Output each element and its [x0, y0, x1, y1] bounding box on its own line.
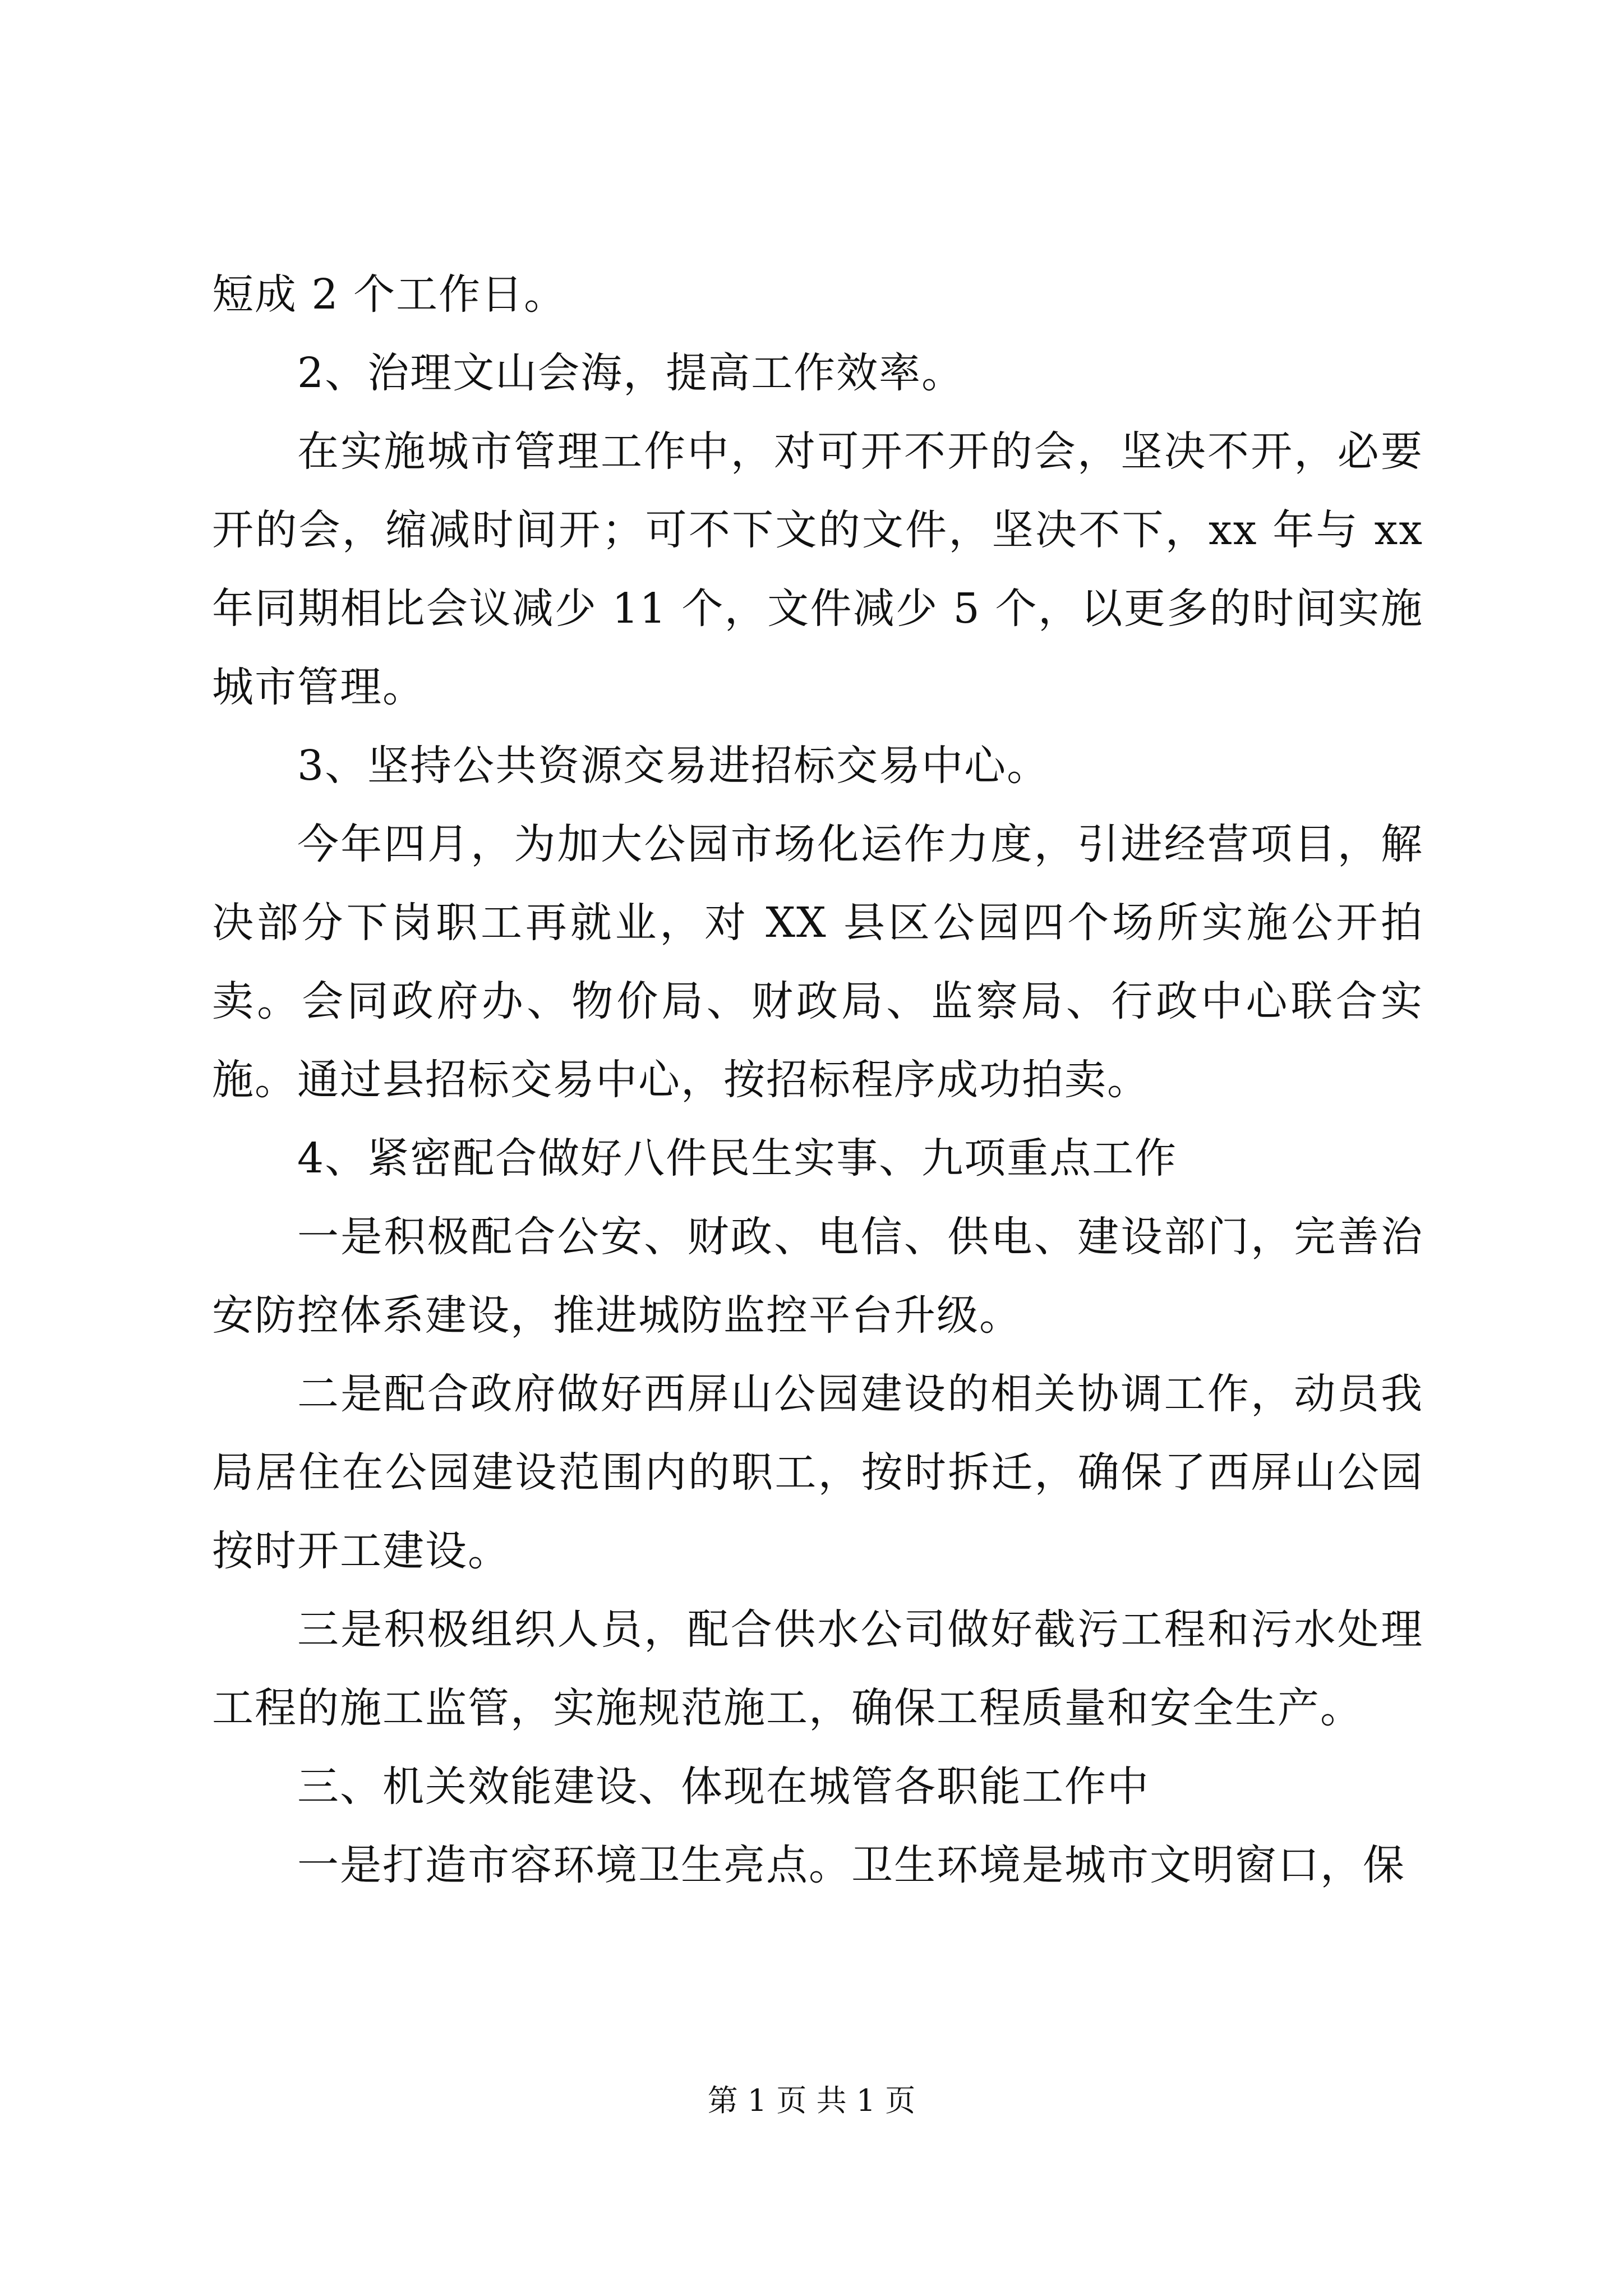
paragraph: 一是积极配合公安、财政、电信、供电、建设部门，完善治安防控体系建设，推进城防监控平台升级。 [212, 1213, 1423, 1340]
paragraph: 4、紧密配合做好八件民生实事、九项重点工作 [297, 1134, 1178, 1182]
paragraph: 今年四月，为加大公园市场化运作力度，引进经营项目，解决部分下岗职工再就业，对 XX 县区公园四个场所实施公开拍卖。会同政府办、物价局、财政局、监察局、行政中心联合实施。通过县招标交易中心，按招标程序成功拍卖。 [212, 820, 1423, 1104]
paragraph: 三、机关效能建设、体现在城管各职能工作中 [297, 1763, 1150, 1811]
paragraph: 二是配合政府做好西屏山公园建设的相关协调工作，动员我局居住在公园建设范围内的职工，按时拆迁，确保了西屏山公园按时开工建设。 [212, 1370, 1423, 1575]
paragraph: 短成 2 个工作日。 [212, 270, 567, 319]
paragraph: 3、坚持公共资源交易进招标交易中心。 [297, 742, 1050, 790]
paragraph: 在实施城市管理工作中，对可开不开的会，坚决不开，必要开的会，缩减时间开；可不下文的文件，坚决不下，xx 年与 xx 年同期相比会议减少 11 个，文件减少 5 个，以更多的时间实施城市管理。 [212, 427, 1423, 711]
paragraph: 三是积极组织人员，配合供水公司做好截污工程和污水处理工程的施工监管，实施规范施工，确保工程质量和安全生产。 [212, 1605, 1423, 1732]
document-body [212, 255, 1423, 1904]
paragraph: 2、治理文山会海，提高工作效率。 [297, 349, 965, 397]
paragraph: 一是打造市容环境卫生亮点。卫生环境是城市文明窗口，保 [297, 1841, 1405, 1889]
page-footer: 第 1 页 共 1 页 [707, 2083, 916, 2118]
